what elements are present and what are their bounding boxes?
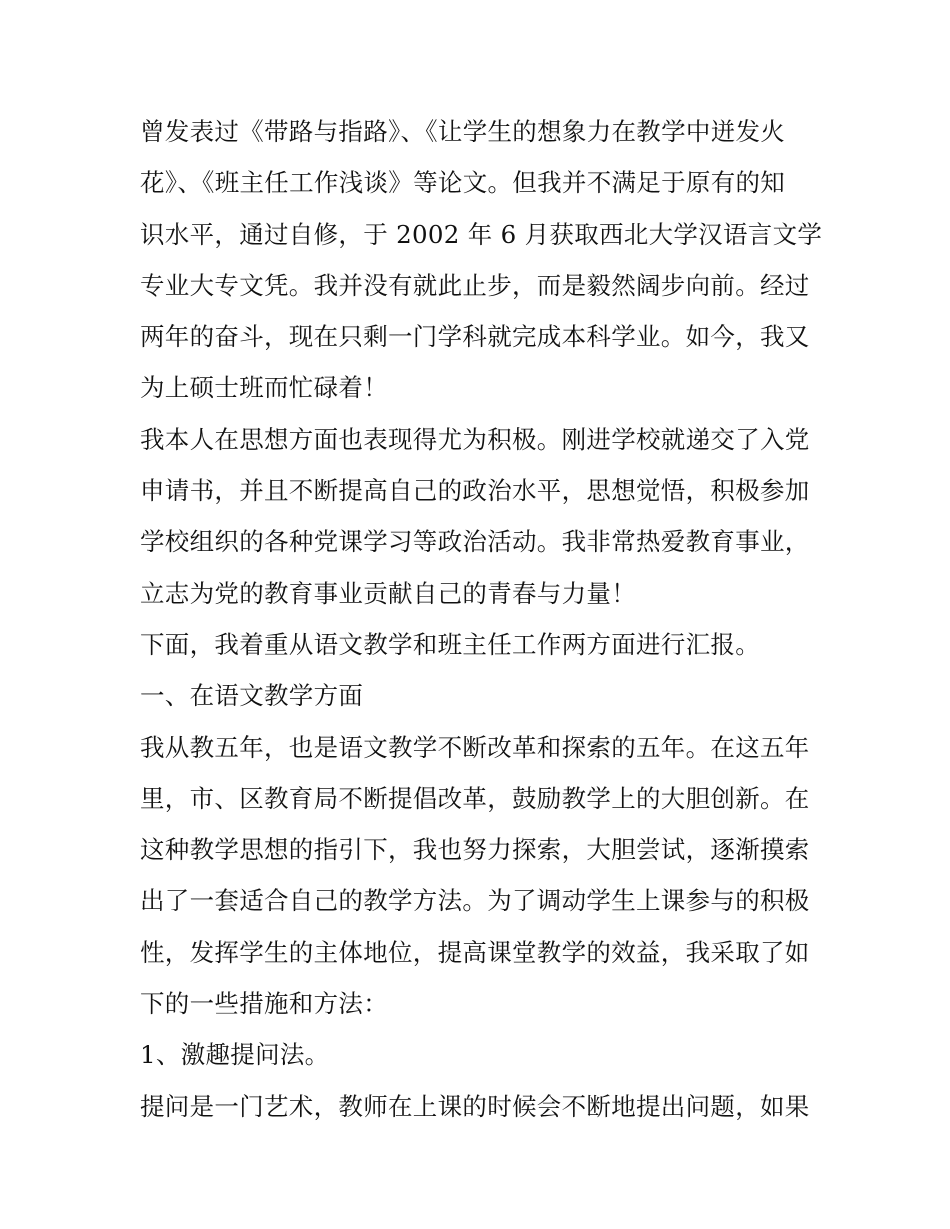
text-line-9: 学校组织的各种党课学习等政治活动。我非常热爱教育事业，	[140, 527, 810, 557]
subsection-heading: 1、激趣提问法。	[140, 1040, 330, 1070]
text-line-6: 为上硕士班而忙碌着！	[140, 373, 388, 403]
text-line-13: 我从教五年，也是语文教学不断改革和探索的五年。在这五年	[140, 732, 810, 762]
text-line-20: 提问是一门艺术，教师在上课的时候会不断地提出问题，如果	[140, 1091, 810, 1121]
text-line-10: 立志为党的教育事业贡献自己的青春与力量！	[140, 578, 636, 608]
text-line-18: 下的一些措施和方法：	[140, 989, 388, 1019]
text-line-14: 里，市、区教育局不断提倡改革，鼓励教学上的大胆创新。在	[140, 783, 810, 813]
text-line-2: 花》、《班主任工作浅谈》等论文。但我并不满足于原有的知	[140, 168, 786, 198]
text-line-3: 识水平，通过自修，于 2002 年 6 月获取西北大学汉语言文学	[140, 219, 823, 249]
text-line-16: 出了一套适合自己的教学方法。为了调动学生上课参与的积极	[140, 886, 810, 916]
text-line-17: 性，发挥学生的主体地位，提高课堂教学的效益，我采取了如	[140, 937, 810, 967]
text-line-11: 下面，我着重从语文教学和班主任工作两方面进行汇报。	[140, 629, 760, 659]
document-body	[140, 106, 823, 1132]
text-line-8: 申请书，并且不断提高自己的政治水平，思想觉悟，积极参加	[140, 476, 810, 506]
text-line-4: 专业大专文凭。我并没有就此止步，而是毅然阔步向前。经过	[140, 270, 810, 300]
text-line-1: 曾发表过《带路与指路》、《让学生的想象力在教学中迸发火	[140, 117, 786, 146]
section-heading: 一、在语文教学方面	[140, 681, 364, 711]
text-line-5: 两年的奋斗，现在只剩一门学科就完成本科学业。如今，我又	[140, 322, 810, 352]
text-line-7: 我本人在思想方面也表现得尤为积极。刚进学校就递交了入党	[140, 424, 810, 454]
text-line-15: 这种教学思想的指引下，我也努力探索，大胆尝试，逐渐摸索	[140, 835, 810, 865]
